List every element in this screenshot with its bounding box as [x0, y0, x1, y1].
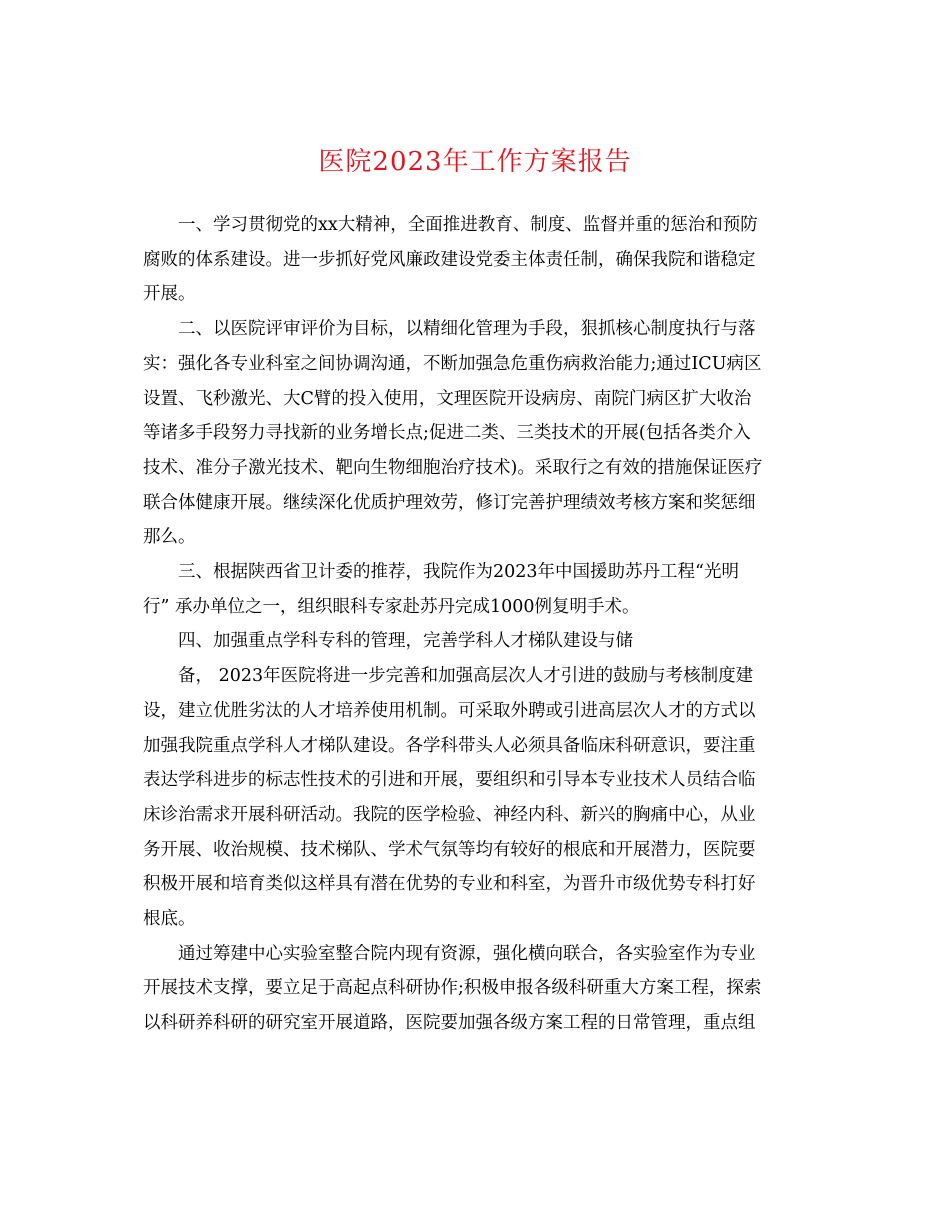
paragraph-1: [143, 208, 809, 312]
paragraph-5: [143, 659, 809, 937]
text-line: 腐败的体系建设。进一步抓好党风廉政建设党委主体责任制，确保我院和谐稳定: [143, 249, 756, 270]
text-line: 开展。: [143, 284, 196, 305]
text-line: 设，建立优胜劣汰的人才培养使用机制。可采取外聘或引进高层次人才的方式以: [143, 700, 756, 721]
text-line: 行” 承办单位之一，组织眼科专家赴苏丹完成1000例复明手术。: [143, 596, 640, 617]
text-line: 二、以医院评审评价为目标，以精细化管理为手段，狠抓核心制度执行与落: [178, 319, 756, 340]
text-line: 三、根据陕西省卫计委的推荐，我院作为2023年中国援助苏丹工程“光明: [178, 562, 739, 583]
text-line: 设置、飞秒激光、大C臂的投入使用，文理医院开设病房、南院门病区扩大收治: [143, 388, 752, 409]
text-line: 积极开展和培育类似这样具有潜在优势的专业和科室，为晋升市级优势专科打好: [143, 874, 756, 895]
text-line: 技术、准分子激光技术、靶向生物细胞治疗技术)。采取行之有效的措施保证医疗: [143, 457, 763, 478]
text-line: 四、加强重点学科专科的管理，完善学科人才梯队建设与储: [178, 631, 633, 652]
document-body: [143, 208, 809, 1041]
text-line: 备， 2023年医院将进一步完善和加强高层次人才引进的鼓励与考核制度建: [178, 666, 754, 687]
paragraph-6: [143, 937, 809, 1041]
text-line: 开展技术支撑，要立足于高起点科研协作;积极申报各级科研重大方案工程，探索: [143, 978, 762, 999]
paragraph-2: [143, 312, 809, 555]
paragraph-3: [143, 555, 809, 624]
text-line: 一、学习贯彻党的xx大精神，全面推进教育、制度、监督并重的惩治和预防: [178, 215, 758, 235]
text-line: 表达学科进步的标志性技术的引进和开展，要组织和引导本专业技术人员结合临: [143, 770, 756, 791]
text-line: 务开展、收治规模、技术梯队、学术气氛等均有较好的根底和开展潜力，医院要: [143, 839, 756, 860]
text-line: 床诊治需求开展科研活动。我院的医学检验、神经内科、新兴的胸痛中心，从业: [143, 804, 756, 825]
text-line: 实：强化各专业科室之间协调沟通，不断加强急危重伤病救治能力;通过ICU病区: [143, 353, 762, 374]
text-line: 通过筹建中心实验室整合院内现有资源，强化横向联合，各实验室作为专业: [178, 943, 756, 964]
page-title: 医院2023年工作方案报告: [318, 147, 632, 177]
paragraph-4: [143, 624, 809, 659]
text-line: 根底。: [143, 909, 196, 930]
text-line: 加强我院重点学科人才梯队建设。各学科带头人必须具备临床科研意识，要注重: [143, 735, 756, 756]
text-line: 联合体健康开展。继续深化优质护理效劳，修订完善护理绩效考核方案和奖惩细: [143, 492, 756, 513]
text-line: 那么。: [143, 527, 196, 548]
text-line: 等诸多手段努力寻找新的业务增长点;促进二类、三类技术的开展(包括各类介入: [143, 423, 751, 444]
text-line: 以科研养科研的研究室开展道路，医院要加强各级方案工程的日常管理，重点组: [143, 1013, 756, 1034]
